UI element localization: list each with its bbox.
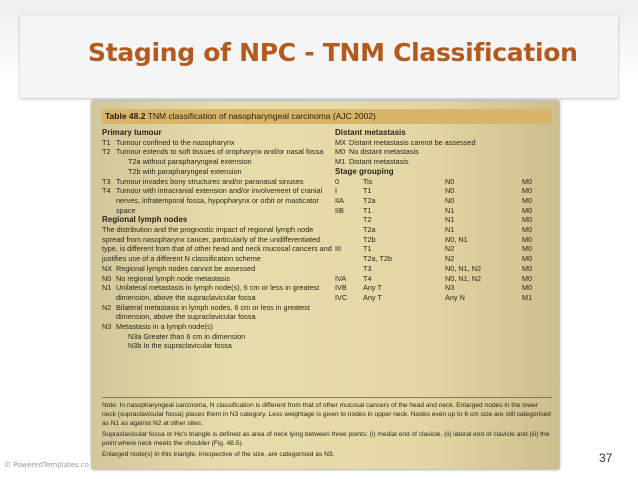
table-row — [335, 274, 552, 284]
m-cell: M0 — [522, 225, 533, 235]
table-row — [335, 293, 552, 303]
item-key: N1 — [102, 283, 112, 293]
item-value: No regional lymph node metastasis — [116, 273, 230, 283]
item-value: N3b In the supraclavicular fossa — [128, 341, 232, 351]
item-key: N3 — [102, 322, 112, 332]
item-value: Metastasis in a lymph node(s) — [116, 322, 213, 332]
list-item — [102, 167, 335, 177]
stage-cell: 0 — [335, 176, 340, 186]
m-cell: M0 — [522, 263, 533, 273]
table-row — [335, 206, 552, 216]
list-item — [102, 274, 335, 284]
item-key: T4 — [102, 186, 111, 196]
list-item — [102, 138, 335, 148]
t-cell: T2a — [363, 225, 376, 235]
table-row — [335, 186, 552, 196]
left-column — [102, 128, 335, 351]
t-cell: T1 — [363, 244, 372, 254]
t-cell: T4 — [363, 273, 372, 283]
stage-cell: IVC — [335, 292, 348, 302]
n-cell: N1 — [445, 205, 455, 215]
item-value: T2b with parapharyngeal extension — [128, 166, 242, 176]
list-item — [102, 157, 335, 167]
regional-nodes-intro: The distribution and the prognostic impact of regional lymph node spread from nasopharynx cancer, particularly of the undifferentiated type, is different from that of other head and neck mucosal cancers and justifies use of a different N classification scheme — [102, 225, 332, 264]
n-cell: N0 — [445, 176, 455, 186]
m-cell: M0 — [522, 195, 533, 205]
stage-grouping-list — [335, 177, 552, 303]
watermark: © PoweredTemplates.co — [4, 461, 89, 469]
t-cell: T3 — [363, 263, 372, 273]
stage-cell — [335, 264, 363, 274]
item-value: Bilateral metastasis in lymph nodes, 6 cm or less in greatest dimension, above the supraclavicular fossa — [116, 302, 310, 322]
stage-cell — [335, 225, 363, 235]
table-row — [335, 177, 552, 187]
n-cell: N3 — [445, 283, 455, 293]
m-cell: M0 — [522, 205, 533, 215]
list-item — [335, 147, 552, 157]
item-key: MX — [335, 137, 346, 147]
item-value: T2a without parapharyngeal extension — [128, 157, 252, 167]
item-value: N3a Greater than 6 cm in dimension — [128, 331, 246, 341]
stage-cell: IIB — [335, 205, 344, 215]
item-value: Tumour with intracranial extension and/or involvement of cranial nerves, infratemporal fossa, hypopharynx or orbit or masticator space — [116, 186, 323, 215]
m-cell: M0 — [522, 254, 533, 264]
n-cell: N2 — [445, 254, 455, 264]
page-number: 37 — [599, 451, 613, 465]
n-cell: N0, N1, N2 — [445, 263, 482, 273]
section-heading: Primary tumour — [102, 128, 162, 137]
regional-nodes-list — [102, 264, 335, 351]
note-paragraph: Supraclavicular fossa or Ho's triangle is defined as area of neck lying between three points: (i) medial end of clavicle, (ii) lateral end of clavicle and (iii) the point where neck meets the shoulder (Fig. 48.5). — [102, 431, 550, 447]
stage-cell: III — [335, 244, 342, 254]
item-key: T3 — [102, 176, 111, 186]
item-value: Tumour invades bony structures and/or paranasal sinuses — [116, 176, 304, 186]
section-heading: Regional lymph nodes — [102, 215, 188, 225]
list-item — [335, 157, 552, 167]
note-paragraph: Enlarged node(s) in this triangle, irrespective of the size, are categorised as N3. — [102, 451, 335, 458]
table-row — [335, 254, 552, 264]
item-value: Distant metastasis cannot be assessed — [349, 137, 476, 147]
item-key: M0 — [335, 147, 346, 157]
m-cell: M0 — [522, 234, 533, 244]
item-key: N0 — [102, 273, 112, 283]
stage-cell — [335, 235, 363, 245]
n-cell: N0, N1, N2 — [445, 273, 482, 283]
stage-cell: IVB — [335, 283, 347, 293]
t-cell: Tis — [363, 176, 373, 186]
list-item — [102, 322, 335, 332]
slide-title: Staging of NPC - TNM Classification — [88, 38, 578, 67]
n-cell: N0 — [445, 195, 455, 205]
stage-cell — [335, 215, 363, 225]
item-value: Regional lymph nodes cannot be assessed — [116, 263, 256, 273]
table-row — [335, 235, 552, 245]
list-item — [102, 264, 335, 274]
m-cell: M0 — [522, 176, 533, 186]
m-cell: M0 — [522, 186, 533, 196]
table-row — [335, 225, 552, 235]
stage-cell: I — [335, 186, 338, 196]
item-key: NX — [102, 263, 113, 273]
list-item — [102, 186, 335, 215]
table-row — [335, 196, 552, 206]
n-cell: N2 — [445, 244, 455, 254]
note-paragraph: Note: In nasopharyngeal carcinoma, N classification is different from that of other mucosal cancers of the head and neck. Enlarged nodes in the lower neck (supraclavicular fossa) places them in N3 category. Less weightage is given to nodes in upper neck. Nodes even up to 6 cm size are still categorised as N1 as against N2 at other sites. — [102, 402, 551, 427]
item-value: Tumour confined to the nasopharynx — [116, 137, 235, 147]
t-cell: T2a — [363, 195, 376, 205]
n-cell: N1 — [445, 215, 455, 225]
t-cell: Any T — [363, 283, 382, 293]
m-cell: M0 — [522, 283, 533, 293]
item-key: N2 — [102, 302, 112, 312]
distant-metastasis-list — [335, 138, 552, 167]
table-number: Table 48.2 — [105, 111, 146, 121]
primary-tumour-list — [102, 138, 335, 216]
stage-cell — [335, 254, 363, 264]
n-cell: N0, N1 — [445, 234, 468, 244]
table-row — [335, 283, 552, 293]
table-row — [335, 264, 552, 274]
table-caption: TNM classification of nasopharyngeal carcinoma (AJC 2002) — [147, 111, 376, 121]
item-key: M1 — [335, 157, 346, 167]
m-cell: M0 — [522, 244, 533, 254]
table-row — [335, 244, 552, 254]
t-cell: T2 — [363, 215, 372, 225]
m-cell: M1 — [522, 292, 533, 302]
title-panel — [20, 16, 618, 98]
stage-cell: IIA — [335, 195, 344, 205]
m-cell: M0 — [522, 273, 533, 283]
list-item — [102, 332, 335, 342]
item-key: T1 — [102, 137, 111, 147]
list-item — [102, 177, 335, 187]
list-item — [335, 138, 552, 148]
table-row — [335, 215, 552, 225]
n-cell: Any N — [445, 292, 465, 302]
t-cell: Any T — [363, 292, 382, 302]
table-photo — [92, 101, 559, 469]
table-notes — [102, 397, 552, 469]
item-value: Tumour extends to soft tissues of oropharynx and/or nasal fossa — [116, 147, 324, 157]
item-value: No distant metastasis — [349, 147, 419, 157]
list-item — [102, 147, 335, 157]
table-header — [102, 109, 552, 124]
stage-cell: IVA — [335, 273, 347, 283]
section-heading: Stage grouping — [335, 166, 394, 176]
n-cell: N0 — [445, 186, 455, 196]
list-item — [102, 341, 335, 351]
section-heading: Distant metastasis — [335, 128, 406, 137]
list-item — [102, 283, 335, 302]
list-item — [102, 303, 335, 322]
item-value: Distant metastasis — [349, 157, 409, 167]
item-value: Unilateral metastasis in lymph node(s), 6 cm or less in greatest dimension, above the supraclavicular fossa — [116, 283, 320, 302]
t-cell: T1 — [363, 205, 372, 215]
t-cell: T2a, T2b — [363, 254, 393, 264]
item-key: T2 — [102, 147, 111, 157]
t-cell: T2b — [363, 234, 376, 244]
m-cell: M0 — [522, 215, 533, 225]
n-cell: N1 — [445, 225, 455, 235]
right-column — [335, 128, 552, 303]
t-cell: T1 — [363, 186, 372, 196]
